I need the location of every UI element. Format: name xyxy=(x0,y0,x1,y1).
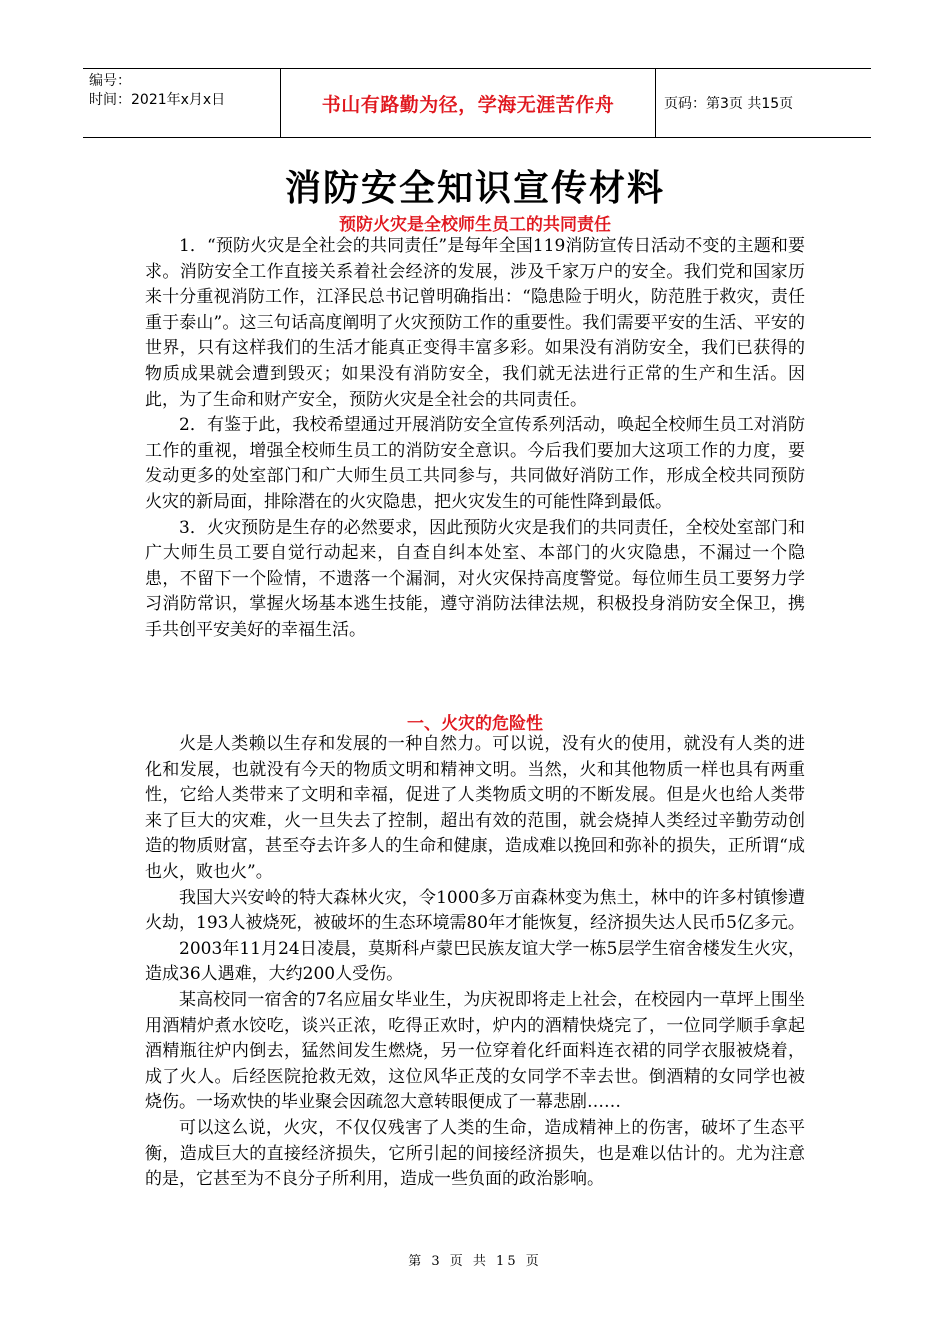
header-page-info: 页码：第3页 共15页 xyxy=(664,96,794,112)
intro-paragraph-2: 2．有鉴于此，我校希望通过开展消防安全宣传系列活动，唤起全校师生员工对消防工作的重视，增强全校师生员工的消防安全意识。今后我们要加大这项工作的力度，要发动更多的处室部门和广大师生员工共同参与，共同做好消防工作，形成全校共同预防火灾的新局面，排除潜在的火灾隐患，把火灾发生的可能性降到最低。 xyxy=(145,415,805,512)
section-paragraph-5: 可以这么说，火灾，不仅仅残害了人类的生命，造成精神上的伤害，破坏了生态平衡，造成巨大的直接经济损失，它所引起的间接经济损失，也是难以估计的。尤为注意的是，它甚至为不良分子所利用，造成一些负面的政治影响。 xyxy=(145,1117,805,1190)
header-motto: 书山有路勤为径，学海无涯苦作舟 xyxy=(281,69,656,137)
section-heading: 一、火灾的危险性 xyxy=(407,714,543,734)
fire-danger-section xyxy=(145,732,805,1193)
document-subtitle: 预防火灾是全校师生员工的共同责任 xyxy=(339,215,611,235)
document-number-label: 编号： xyxy=(89,73,131,89)
header-meta xyxy=(83,69,281,137)
section-paragraph-3: 2003年11月24日凌晨，莫斯科卢蒙巴民族友谊大学一栋5层学生宿舍楼发生火灾，造成36人遇难，大约200人受伤。 xyxy=(145,938,805,985)
page-header xyxy=(83,68,871,138)
page-footer: 第 3 页 共 15 页 xyxy=(408,1254,542,1269)
intro-paragraph-3: 3．火灾预防是生存的必然要求，因此预防火灾是我们的共同责任，全校处室部门和广大师生员工要自觉行动起来，自查自纠本处室、本部门的火灾隐患，不漏过一个隐患，不留下一个险情，不遗落一个漏洞，对火灾保持高度警觉。每位师生员工要努力学习消防常识，掌握火场基本逃生技能，遵守消防法律法规，积极投身消防安全保卫，携手共创平安美好的幸福生活。 xyxy=(145,517,805,640)
intro-paragraph-1: 1．“预防火灾是全社会的共同责任”是每年全国119消防宣传日活动不变的主题和要求。消防安全工作直接关系着社会经济的发展，涉及千家万户的安全。我们党和国家历来十分重视消防工作，江泽民总书记曾明确指出：“隐患险于明火，防范胜于救灾，责任重于泰山”。这三句话高度阐明了火灾预防工作的重要性。我们需要平安的生活、平安的世界，只有这样我们的生活才能真正变得丰富多彩。如果没有消防安全，我们已获得的物质成果就会遭到毁灭；如果没有消防安全，我们就无法进行正常的生产和生活。因此，为了生命和财产安全，预防火灾是全社会的共同责任。 xyxy=(145,236,805,410)
intro-section xyxy=(145,234,805,644)
section-paragraph-1: 火是人类赖以生存和发展的一种自然力。可以说，没有火的使用，就没有人类的进化和发展，也就没有今天的物质文明和精神文明。当然，火和其他物质一样也具有两重性，它给人类带来了文明和幸福，促进了人类物质文明的不断发展。但是火也给人类带来了巨大的灾难，火一旦失去了控制，超出有效的范围，就会烧掉人类经过辛勤劳动创造的物质财富，甚至夺去许多人的生命和健康，造成难以挽回和弥补的损失，正所谓“成也火，败也火”。 xyxy=(145,734,805,882)
section-paragraph-4: 某高校同一宿舍的7名应届女毕业生，为庆祝即将走上社会，在校园内一草坪上围坐用酒精炉煮水饺吃，谈兴正浓，吃得正欢时，炉内的酒精快烧完了，一位同学顺手拿起酒精瓶往炉内倒去，猛然间发生燃烧，另一位穿着化纤面料连衣裙的同学衣服被烧着，成了火人。后经医院抢救无效，这位风华正茂的女同学不幸去世。倒酒精的女同学也被烧伤。一场欢快的毕业聚会因疏忽大意转眼便成了一幕悲剧…… xyxy=(145,989,805,1113)
document-time-label: 时间：2021年x月x日 xyxy=(89,92,226,108)
section-paragraph-2: 我国大兴安岭的特大森林火灾，令1000多万亩森林变为焦土，林中的许多村镇惨遭火劫，193人被烧死，被破坏的生态环境需80年才能恢复，经济损失达人民币5亿多元。 xyxy=(145,887,805,934)
document-title: 消防安全知识宣传材料 xyxy=(284,167,665,209)
